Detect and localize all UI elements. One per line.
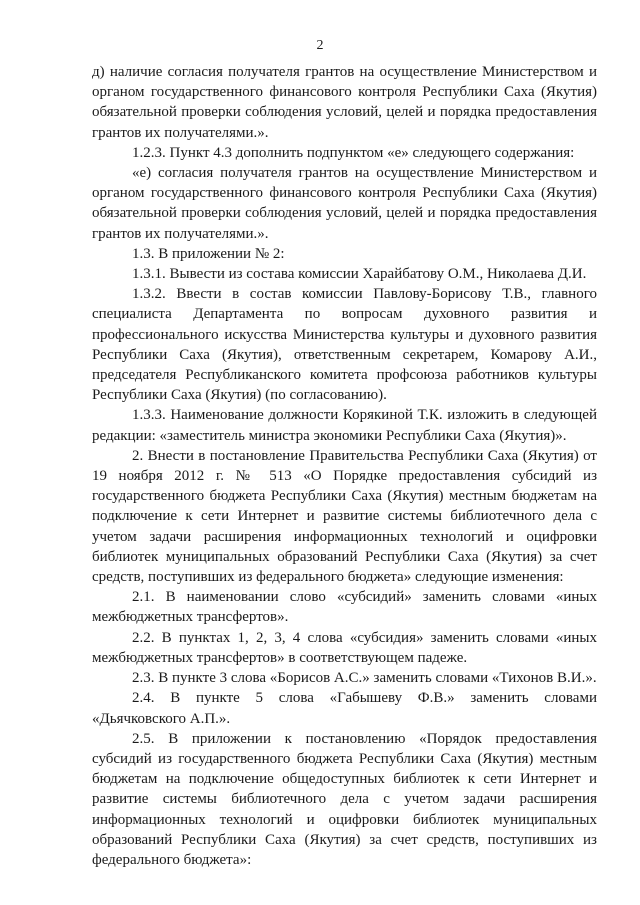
paragraph-2-1: 2.1. В наименовании слово «субсидий» заменить словами «иных межбюджетных трансфертов». bbox=[92, 589, 597, 626]
page-number: 2 bbox=[316, 38, 324, 53]
paragraph-d-consent: д) наличие согласия получателя грантов на осуществление Министерством и органом государственного финансового контроля Республики Саха (Якутия) обязательной проверки соблюдения условий, целей и порядка предоставления грантов их получателями.». bbox=[92, 64, 597, 141]
paragraph-e-consent: «е) согласия получателя грантов на осуществление Министерством и органом государственного финансового контроля Республики Саха (Якутия) обязательной проверки соблюдения условий, целей и порядка предоставления грантов их получателями.». bbox=[92, 165, 597, 242]
paragraph-1-2-3: 1.2.3. Пункт 4.3 дополнить подпунктом «е» следующего содержания: bbox=[132, 144, 575, 161]
paragraph-1-3-1: 1.3.1. Вывести из состава комиссии Харайбатову О.М., Николаева Д.И. bbox=[132, 266, 587, 283]
paragraph-2-5: 2.5. В приложении к постановлению «Порядок предоставления субсидий из государственного бюджета Республики Саха (Якутия) местным бюджетам на подключение общедоступных библиотек к сети Интернет и развитие системы библиотечного дела с учетом задачи расширения информационных технологий и оцифровки библиотек муниципальных образований Республики Саха (Якутия) за счет средств, поступивших из федерального бюджета»: bbox=[92, 730, 597, 868]
paragraph-1-3-3: 1.3.3. Наименование должности Корякиной Т.К. изложить в следующей редакции: «заместитель министра экономики Республики Саха (Якутия)». bbox=[92, 407, 597, 444]
paragraph-2-3: 2.3. В пункте 3 слова «Борисов А.С.» заменить словами «Тихонов В.И.». bbox=[132, 670, 597, 687]
paragraph-2-4: 2.4. В пункте 5 слова «Габышеву Ф.В.» заменить словами «Дьячковского А.П.». bbox=[92, 690, 597, 727]
paragraph-1-3: 1.3. В приложении № 2: bbox=[132, 245, 285, 262]
paragraph-2-2: 2.2. В пунктах 1, 2, 3, 4 слова «субсидия» заменить словами «иных межбюджетных трансфертов» в соответствующем падеже. bbox=[92, 629, 597, 666]
paragraph-1-3-2: 1.3.2. Ввести в состав комиссии Павлову-Борисову Т.В., главного специалиста Департамента по вопросам духовного развития и профессионального искусства Министерства культуры и духовного развития Республики Саха (Якутия), ответственным секретарем, Комарову А.И., председателя Республиканского комитета профсоюза работников культуры Республики Саха (Якутия) (по согласованию). bbox=[92, 286, 597, 404]
paragraph-2: 2. Внести в постановление Правительства Республики Саха (Якутия) от 19 ноября 2012 г. № 513 «О Порядке предоставления субсидий из государственного бюджета Республики Саха (Якутия) местным бюджетам на подключение к сети Интернет и развитие системы библиотечного дела с учетом задачи расширения информационных технологий и оцифровки библиотек муниципальных образований Республики Саха (Якутия) за счет средств, поступивших из федерального бюджета» следующие изменения: bbox=[92, 447, 597, 586]
document-body bbox=[92, 62, 597, 870]
